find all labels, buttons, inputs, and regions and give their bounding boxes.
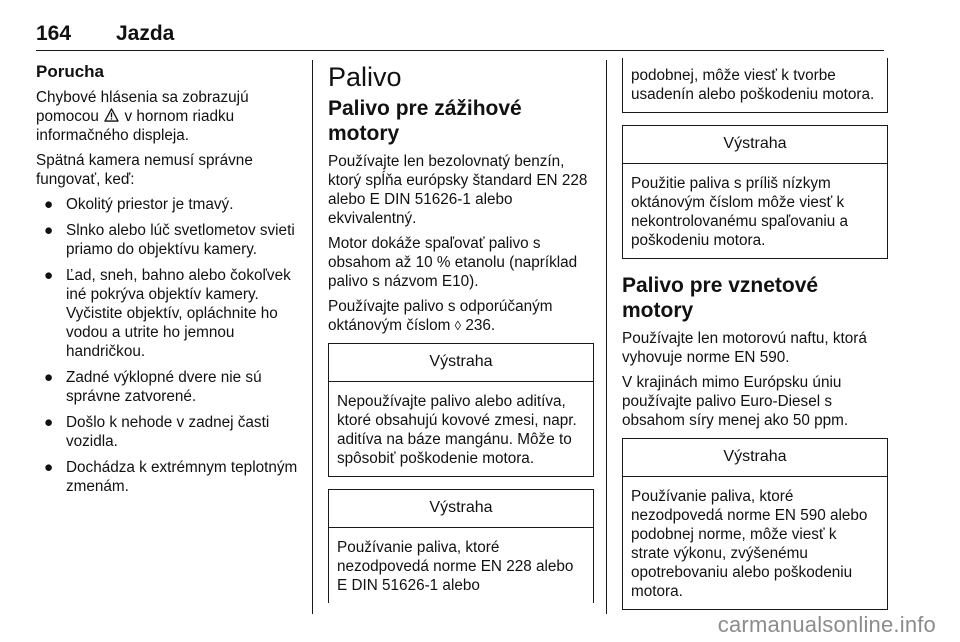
list-item: ● Okolitý priestor je tmavý.: [44, 196, 234, 213]
warning-body: Použitie paliva s príliš nízkym oktánovým číslom môže viesť k nekontrolovanému spaľovaniu a poškodeniu motora.: [631, 175, 849, 249]
paragraph-camera-conditions: Spätná kamera nemusí správne fungovať, keď:: [36, 152, 253, 188]
warning-box-2: [328, 489, 594, 603]
page-reference-link[interactable]: 236.: [465, 317, 496, 334]
warning-box-1: [328, 343, 594, 477]
list-item: ● Zadné výklopné dvere nie sú správne zatvorené.: [44, 369, 262, 405]
warning-title: Výstraha: [623, 439, 887, 477]
watermark: carmanualsonline.info: [717, 612, 936, 637]
paragraph-unleaded: Používajte len bezolovnatý benzín, ktorý spĺňa európsky štandard EN 228 alebo E DIN 51626-1 alebo ekvivalentný.: [328, 153, 588, 227]
conditions-list: [36, 195, 298, 496]
column-divider-2: [606, 60, 607, 614]
warning-box-4: [622, 438, 888, 610]
warning-title: Výstraha: [623, 126, 887, 164]
paragraph-octane: Používajte palivo s odporúčaným oktánovým číslom ◊ 236.: [328, 298, 553, 334]
page-header: [36, 22, 884, 51]
warning-body: Používanie paliva, ktoré nezodpovedá norme EN 590 alebo podobnej norme, môže viesť k strate výkonu, zvýšenému opotrebovaniu alebo poškodeniu motora.: [631, 488, 868, 600]
warning-box-2-continued: [622, 58, 888, 113]
warning-triangle-icon: [104, 108, 119, 122]
heading-porucha: Porucha: [36, 62, 105, 81]
warning-body: podobnej, môže viesť k tvorbe usadenín alebo poškodeniu motora.: [631, 67, 875, 103]
page-number: 164: [36, 22, 72, 45]
column-1: [36, 62, 298, 503]
column-3: [622, 58, 888, 622]
warning-body: Nepoužívajte palivo alebo aditíva, ktoré obsahujú kovové zmesi, napr. aditíva na báze mangánu. Môže to spôsobiť poškodenie motora.: [337, 393, 577, 467]
page-reference-icon: ◊: [454, 318, 462, 333]
warning-title: Výstraha: [329, 344, 593, 382]
paragraph-error-messages: Chybové hlásenia sa zobrazujú pomocou v hornom riadku informačného displeja.: [36, 89, 249, 144]
list-item: ● Došlo k nehode v zadnej časti vozidla.: [44, 414, 270, 450]
heading-diesel-engines: Palivo pre vznetové motory: [622, 274, 819, 322]
heading-palivo: Palivo: [328, 62, 402, 92]
list-item: ● Ľad, sneh, bahno alebo čokoľvek iné pokrýva objektív kamery. Vyčistite objektív, opláchnite ho vodou a utrite ho jemnou handričkou.: [44, 267, 291, 360]
heading-petrol-engines: Palivo pre zážihové motory: [328, 97, 522, 145]
list-item: ● Dochádza k extrémnym teplotným zmenám.: [44, 459, 298, 495]
column-divider-1: [312, 60, 313, 614]
warning-box-3: [622, 125, 888, 259]
column-2: [328, 62, 594, 615]
list-item: ● Slnko alebo lúč svetlometov svieti priamo do objektívu kamery.: [44, 222, 295, 258]
warning-title: Výstraha: [329, 490, 593, 528]
paragraph-en590: Používajte len motorovú naftu, ktorá vyhovuje norme EN 590.: [622, 330, 867, 366]
warning-body: Používanie paliva, ktoré nezodpovedá norme EN 228 alebo E DIN 51626-1 alebo: [337, 539, 574, 594]
section-title: Jazda: [116, 22, 175, 45]
paragraph-ethanol: Motor dokáže spaľovať palivo s obsahom až 10 % etanolu (napríklad palivo s názvom E10).: [328, 235, 578, 290]
paragraph-euro-diesel: V krajinách mimo Európsku úniu používajte palivo Euro-Diesel s obsahom síry menej ako 50 ppm.: [622, 374, 849, 429]
